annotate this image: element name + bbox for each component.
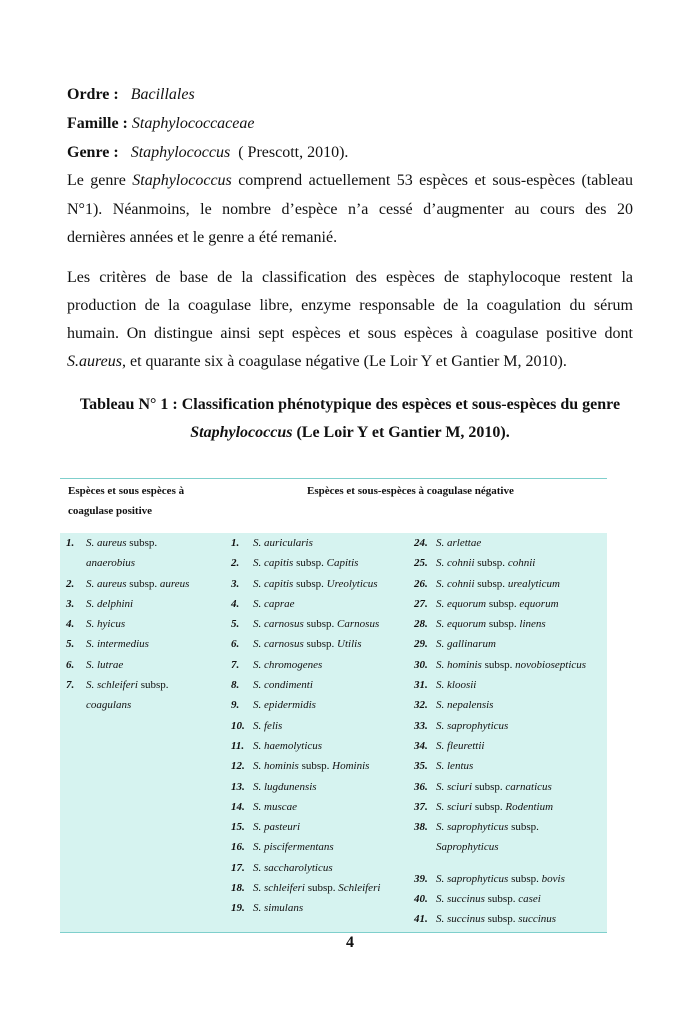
row-number: 1. [66, 537, 75, 549]
row-number [66, 695, 86, 715]
subsp-label: subsp. [486, 618, 520, 631]
p1-genus: Staphylococcus [132, 172, 232, 189]
subsp-label: subsp. [484, 893, 519, 906]
table-header [60, 478, 607, 534]
species-name: S. capitis [253, 557, 294, 570]
row-number: 16. [231, 841, 245, 854]
species-name: S. equorum [436, 597, 487, 610]
species-name: S. lentus [436, 760, 474, 773]
subspecies-name: Rodentium [505, 800, 554, 813]
subsp-label: subsp. [303, 638, 338, 651]
subsp-label: subsp. [126, 577, 160, 590]
species-name: S. saccharolyticus [253, 861, 333, 874]
species-name: coagulans [86, 699, 132, 712]
row-number: 15. [231, 821, 245, 834]
row-number: 17. [231, 861, 245, 874]
table-row [414, 837, 586, 857]
row-number: 10. [231, 719, 245, 732]
species-name: S. schleiferi [86, 679, 138, 692]
species-name: S. cohnii [436, 557, 475, 570]
table-row [414, 594, 586, 614]
row-number: 4. [66, 618, 75, 631]
table-row [414, 655, 586, 675]
famille-label: Famille : [67, 115, 128, 132]
species-name: S. intermedius [86, 638, 149, 651]
table-row [414, 797, 586, 817]
table-row [231, 533, 380, 553]
table-row [231, 817, 380, 837]
table-row [414, 695, 586, 715]
species-name: S. lutrae [86, 658, 124, 671]
subsp-label: subsp. [508, 821, 539, 834]
subspecies-name: Schleiferi [338, 882, 381, 895]
table-row [231, 675, 380, 695]
species-name: S. equorum [436, 618, 487, 631]
table-row [231, 695, 380, 715]
subsp-label: subsp. [126, 537, 158, 549]
subsp-label: subsp. [486, 597, 520, 610]
row-number: 3. [231, 577, 240, 590]
row-number: 7. [231, 658, 240, 671]
row-number: 31. [414, 679, 428, 692]
row-number: 27. [414, 597, 428, 610]
row-number: 18. [231, 882, 245, 895]
species-name: S. succinus [436, 893, 485, 906]
table-row [414, 869, 586, 889]
p1-text-b: comprend actuellement 53 espèces et sous-espèces (tableau [238, 172, 634, 189]
row-number: 6. [231, 638, 240, 651]
subsp-label: subsp. [137, 679, 169, 692]
table-caption-line1: Tableau N° 1 : Classification phénotypique des espèces et sous-espèces du genre [79, 396, 621, 413]
paragraph2-line4 [67, 353, 567, 371]
row-number: 13. [231, 780, 245, 793]
p2-species: S.aureus [67, 353, 122, 370]
table-row [231, 797, 380, 817]
species-name: S. haemolyticus [253, 739, 323, 752]
species-name: S. hyicus [86, 618, 126, 631]
species-name: S. succinus [436, 913, 485, 926]
row-number: 11. [231, 739, 245, 752]
row-number: 34. [414, 739, 428, 752]
paragraph2-line3: humain. On distingue ainsi sept espèces et sous espèces à coagulase positive dont [67, 325, 633, 342]
table-row [66, 655, 189, 675]
table-row [231, 634, 380, 654]
table-row [414, 634, 586, 654]
species-name: S. hominis [436, 658, 482, 671]
table-row [414, 817, 586, 837]
header-positive [68, 481, 184, 521]
subspecies-name: Carnosus [337, 618, 380, 631]
ordre-line [67, 86, 195, 104]
table-row [231, 553, 380, 573]
species-name: S. saprophyticus [436, 821, 509, 834]
species-name: S. simulans [253, 902, 304, 915]
genre-line [67, 144, 348, 162]
species-name: S. aureus [86, 537, 127, 549]
row-number: 35. [414, 760, 428, 773]
species-name: S. sciuri [436, 800, 473, 813]
row-number: 33. [414, 719, 428, 732]
table-row [66, 695, 189, 715]
table-row [414, 533, 586, 553]
table-row [66, 634, 189, 654]
subspecies-name: aureus [159, 577, 190, 590]
table-row [231, 898, 380, 918]
species-name: S. kloosii [436, 679, 477, 692]
subsp-label: subsp. [472, 780, 506, 793]
subsp-label: subsp. [293, 577, 327, 590]
species-name: S. hominis [253, 760, 299, 773]
species-name: Saprophyticus [436, 841, 499, 854]
species-name: S. epidermidis [253, 699, 316, 712]
row-number: 24. [414, 537, 428, 549]
row-number: 7. [66, 679, 75, 692]
subspecies-name: linens [519, 618, 546, 631]
table-row [414, 675, 586, 695]
row-number: 38. [414, 821, 428, 834]
species-name: S. pasteuri [253, 821, 301, 834]
subspecies-name: Hominis [332, 760, 370, 773]
genre-value: Staphylococcus [130, 144, 231, 161]
column-negative-1 [231, 533, 380, 919]
subsp-label: subsp. [293, 557, 327, 570]
genre-label: Genre : [67, 144, 119, 161]
row-number: 4. [231, 597, 240, 610]
row-number [66, 553, 86, 573]
species-name: S. carnosus [253, 638, 304, 651]
table-row [414, 777, 586, 797]
subsp-label: subsp. [508, 872, 542, 885]
species-name: S. piscifermentans [253, 841, 334, 854]
subspecies-name: novobiosepticus [515, 658, 587, 671]
row-number: 30. [414, 658, 428, 671]
species-name: S. saprophyticus [436, 719, 509, 732]
species-name: S. carnosus [253, 618, 304, 631]
species-name: S. lugdunensis [253, 780, 317, 793]
species-name: S. cohnii [436, 577, 475, 590]
column-positive [66, 533, 189, 716]
row-number: 37. [414, 800, 428, 813]
table-row [231, 756, 380, 776]
species-name: anaerobius [86, 557, 136, 570]
species-name: S. delphini [86, 597, 134, 610]
table-row [66, 594, 189, 614]
paragraph2-line1: Les critères de base de la classification des espèces de staphylocoque restent la [67, 269, 633, 286]
genre-reference: ( Prescott, 2010). [238, 144, 349, 161]
ordre-label: Ordre : [67, 86, 119, 103]
table-row [66, 614, 189, 634]
subsp-label: subsp. [474, 577, 508, 590]
species-name: S. aureus [86, 577, 127, 590]
species-name: S. felis [253, 719, 283, 732]
table-row [414, 736, 586, 756]
table-row [231, 614, 380, 634]
subsp-label: subsp. [472, 800, 506, 813]
table-row [414, 889, 586, 909]
subsp-label: subsp. [474, 557, 508, 570]
species-name: S. chromogenes [253, 658, 323, 671]
row-number: 2. [66, 577, 75, 590]
table-row [414, 716, 586, 736]
table-row [231, 594, 380, 614]
table-row [414, 574, 586, 594]
subsp-label: subsp. [481, 658, 516, 671]
species-name: S. fleurettii [436, 739, 485, 752]
paragraph1-line2: N°1). Néanmoins, le nombre d’espèce n’a cessé d’augmenter au cours des 20 [67, 201, 633, 218]
column-negative-2 [414, 533, 586, 930]
header-positive-line2: coagulase positive [68, 505, 153, 517]
table-row [66, 553, 189, 573]
paragraph2-line2: production de la coagulase libre, enzyme responsable de la coagulation du sérum [67, 297, 633, 314]
header-negative: Espèces et sous-espèces à coagulase négative [307, 485, 514, 497]
table-row [231, 655, 380, 675]
row-number: 8. [231, 679, 240, 692]
subspecies-name: equorum [519, 597, 559, 610]
table-row [66, 675, 189, 695]
table-row [231, 878, 380, 898]
species-name: S. saprophyticus [436, 872, 509, 885]
species-name: S. gallinarum [436, 638, 496, 651]
species-name: S. condimenti [253, 679, 313, 692]
table-row [414, 909, 586, 929]
row-number: 2. [231, 557, 240, 570]
row-number: 19. [231, 902, 245, 915]
table-row [66, 533, 189, 553]
famille-line [67, 115, 254, 133]
row-number [414, 837, 436, 857]
row-number: 5. [66, 638, 75, 651]
subspecies-name: bovis [541, 872, 565, 885]
table-row [66, 574, 189, 594]
table-row [414, 614, 586, 634]
classification-table [60, 478, 607, 933]
subspecies-name: Capitis [326, 557, 359, 570]
subspecies-name: Utilis [337, 638, 362, 651]
species-name: S. capitis [253, 577, 294, 590]
table-row [231, 777, 380, 797]
subspecies-name: Ureolyticus [326, 577, 378, 590]
subsp-label: subsp. [484, 913, 519, 926]
header-positive-line1: Espèces et sous espèces à [68, 485, 185, 497]
subspecies-name: carnaticus [505, 780, 552, 793]
subspecies-name: casei [518, 893, 541, 906]
subsp-label: subsp. [303, 618, 338, 631]
row-number: 41. [414, 913, 428, 926]
species-name: S. sciuri [436, 780, 473, 793]
table-row [414, 553, 586, 573]
subspecies-name: urealyticum [507, 577, 560, 590]
famille-value: Staphylococcaceae [131, 115, 255, 132]
subsp-label: subsp. [298, 760, 333, 773]
row-gap [414, 858, 586, 869]
row-number: 1. [231, 537, 240, 549]
species-name: S. arlettae [436, 537, 482, 549]
species-name: S. auricularis [253, 537, 313, 549]
row-number: 9. [231, 699, 240, 712]
row-number: 6. [66, 658, 75, 671]
species-name: S. nepalensis [436, 699, 494, 712]
subsp-label: subsp. [304, 882, 339, 895]
table-row [231, 858, 380, 878]
caption-reference: (Le Loir Y et Gantier M, 2010). [296, 424, 510, 441]
subspecies-name: succinus [518, 913, 557, 926]
row-number: 29. [414, 638, 428, 651]
species-name: S. caprae [253, 597, 295, 610]
subspecies-name: cohnii [507, 557, 536, 570]
row-number: 36. [414, 780, 428, 793]
table-caption-line2 [0, 424, 700, 442]
table-row [231, 736, 380, 756]
p1-text-a: Le genre [67, 172, 126, 189]
ordre-value: Bacillales [130, 86, 195, 103]
paragraph1-line3: dernières années et le genre a été remanié. [67, 229, 338, 246]
row-number: 32. [414, 699, 428, 712]
row-number: 5. [231, 618, 240, 631]
row-number: 28. [414, 618, 428, 631]
row-number: 14. [231, 800, 245, 813]
row-number: 25. [414, 557, 428, 570]
row-number: 40. [414, 893, 428, 906]
row-number: 26. [414, 577, 428, 590]
caption-genus: Staphylococcus [190, 424, 293, 441]
table-body [60, 533, 607, 933]
row-number: 39. [414, 872, 428, 885]
species-name: S. schleiferi [253, 882, 305, 895]
paragraph1-line1 [67, 172, 633, 190]
p2-text: , et quarante six à coagulase négative (Le Loir Y et Gantier M, 2010). [121, 353, 567, 370]
table-row [231, 716, 380, 736]
row-number: 3. [66, 597, 75, 610]
page-number: 4 [346, 934, 354, 951]
species-name: S. muscae [253, 800, 297, 813]
row-number: 12. [231, 760, 245, 773]
table-row [231, 837, 380, 857]
table-row [231, 574, 380, 594]
table-row [414, 756, 586, 776]
